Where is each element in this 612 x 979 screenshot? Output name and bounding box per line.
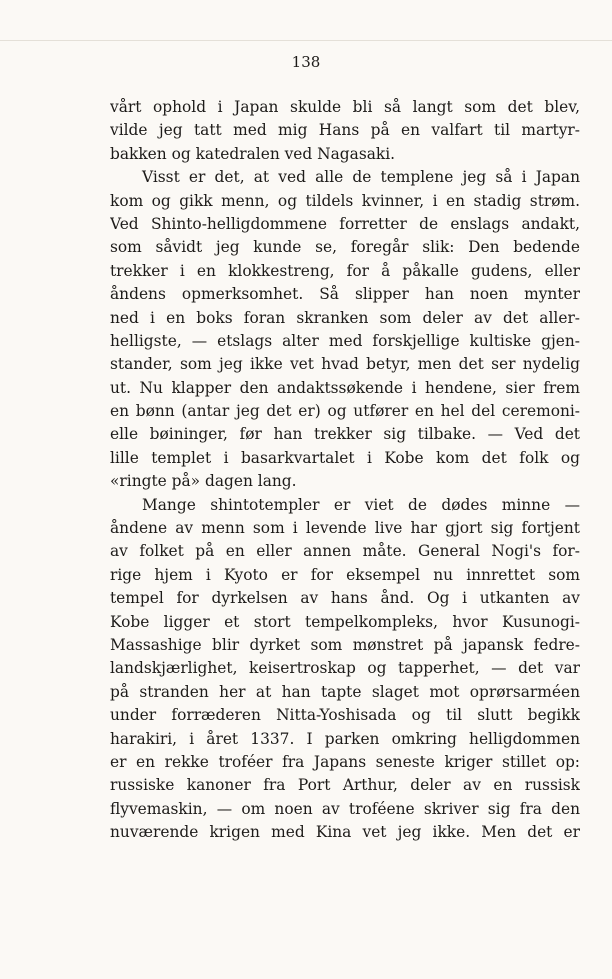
text-line: ut. Nu klapper den andaktssøkende i hendene, sier frem bbox=[110, 378, 580, 397]
text-line: av folket på en eller annen måte. General Nogi's for- bbox=[110, 542, 580, 561]
paragraph-3 bbox=[110, 494, 580, 845]
text-line: stander, som jeg ikke vet hvad betyr, men det ser nydelig bbox=[110, 355, 580, 374]
text-line: er en rekke troféer fra Japans seneste kriger stillet op: bbox=[110, 752, 580, 771]
text-line: Mange shintotempler er viet de dødes minne — bbox=[142, 495, 580, 514]
body-text bbox=[110, 96, 580, 845]
text-line: lille templet i basarkvartalet i Kobe kom det folk og bbox=[110, 448, 580, 467]
text-line: Visst er det, at ved alle de templene jeg så i Japan bbox=[142, 168, 580, 187]
text-line: under forræderen Nitta-Yoshisada og til slutt begikk bbox=[110, 706, 580, 725]
text-line: russiske kanoner fra Port Arthur, deler av en russisk bbox=[110, 776, 580, 795]
paragraph-2 bbox=[110, 166, 580, 493]
text-line: harakiri, i året 1337. I parken omkring helligdommen bbox=[110, 729, 580, 748]
text-line: Massashige blir dyrket som mønstret på japansk fedre- bbox=[110, 635, 580, 654]
text-line: som såvidt jeg kunde se, foregår slik: Den bedende bbox=[110, 238, 580, 257]
page-number: 138 bbox=[291, 53, 321, 71]
text-line: tempel for dyrkelsen av hans ånd. Og i utkanten av bbox=[110, 589, 580, 608]
scan-edge-line bbox=[0, 40, 612, 41]
text-line: elle bøininger, før han trekker sig tilbake. — Ved det bbox=[110, 425, 580, 444]
text-line: nuværende krigen med Kina vet jeg ikke. Men det er bbox=[110, 823, 580, 842]
text-line: rige hjem i Kyoto er for eksempel nu innrettet som bbox=[110, 565, 580, 584]
text-line: Ved Shinto-helligdommene forretter de enslags andakt, bbox=[110, 214, 580, 233]
text-line: åndene av menn som i levende live har gjort sig fortjent bbox=[110, 519, 580, 538]
text-line: flyvemaskin, — om noen av troféene skriver sig fra den bbox=[110, 799, 580, 818]
text-line: bakken og katedralen ved Nagasaki. bbox=[110, 144, 396, 163]
text-line: åndens opmerksomhet. Så slipper han noen mynter bbox=[110, 285, 580, 304]
text-line: på stranden her at han tapte slaget mot oprørsarméen bbox=[110, 682, 580, 701]
text-line: en bønn (antar jeg det er) og utfører en hel del ceremoni- bbox=[110, 402, 580, 421]
text-line: vilde jeg tatt med mig Hans på en valfart til martyr- bbox=[110, 121, 580, 140]
text-line: helligste, — etslags alter med forskjellige kultiske gjen- bbox=[110, 331, 580, 350]
paragraph-1 bbox=[110, 96, 580, 166]
text-line: Kobe ligger et stort tempelkompleks, hvor Kusunogi- bbox=[110, 612, 580, 631]
text-line: kom og gikk menn, og tildels kvinner, i en stadig strøm. bbox=[110, 191, 580, 210]
text-line: ned i en boks foran skranken som deler av det aller- bbox=[110, 308, 580, 327]
text-line: landskjærlighet, keisertroskap og tapperhet, — det var bbox=[110, 659, 580, 678]
text-line: vårt ophold i Japan skulde bli så langt som det blev, bbox=[110, 98, 580, 116]
text-line: trekker i en klokkestreng, for å påkalle gudens, eller bbox=[110, 261, 580, 280]
text-line: «ringte på» dagen lang. bbox=[110, 472, 297, 491]
